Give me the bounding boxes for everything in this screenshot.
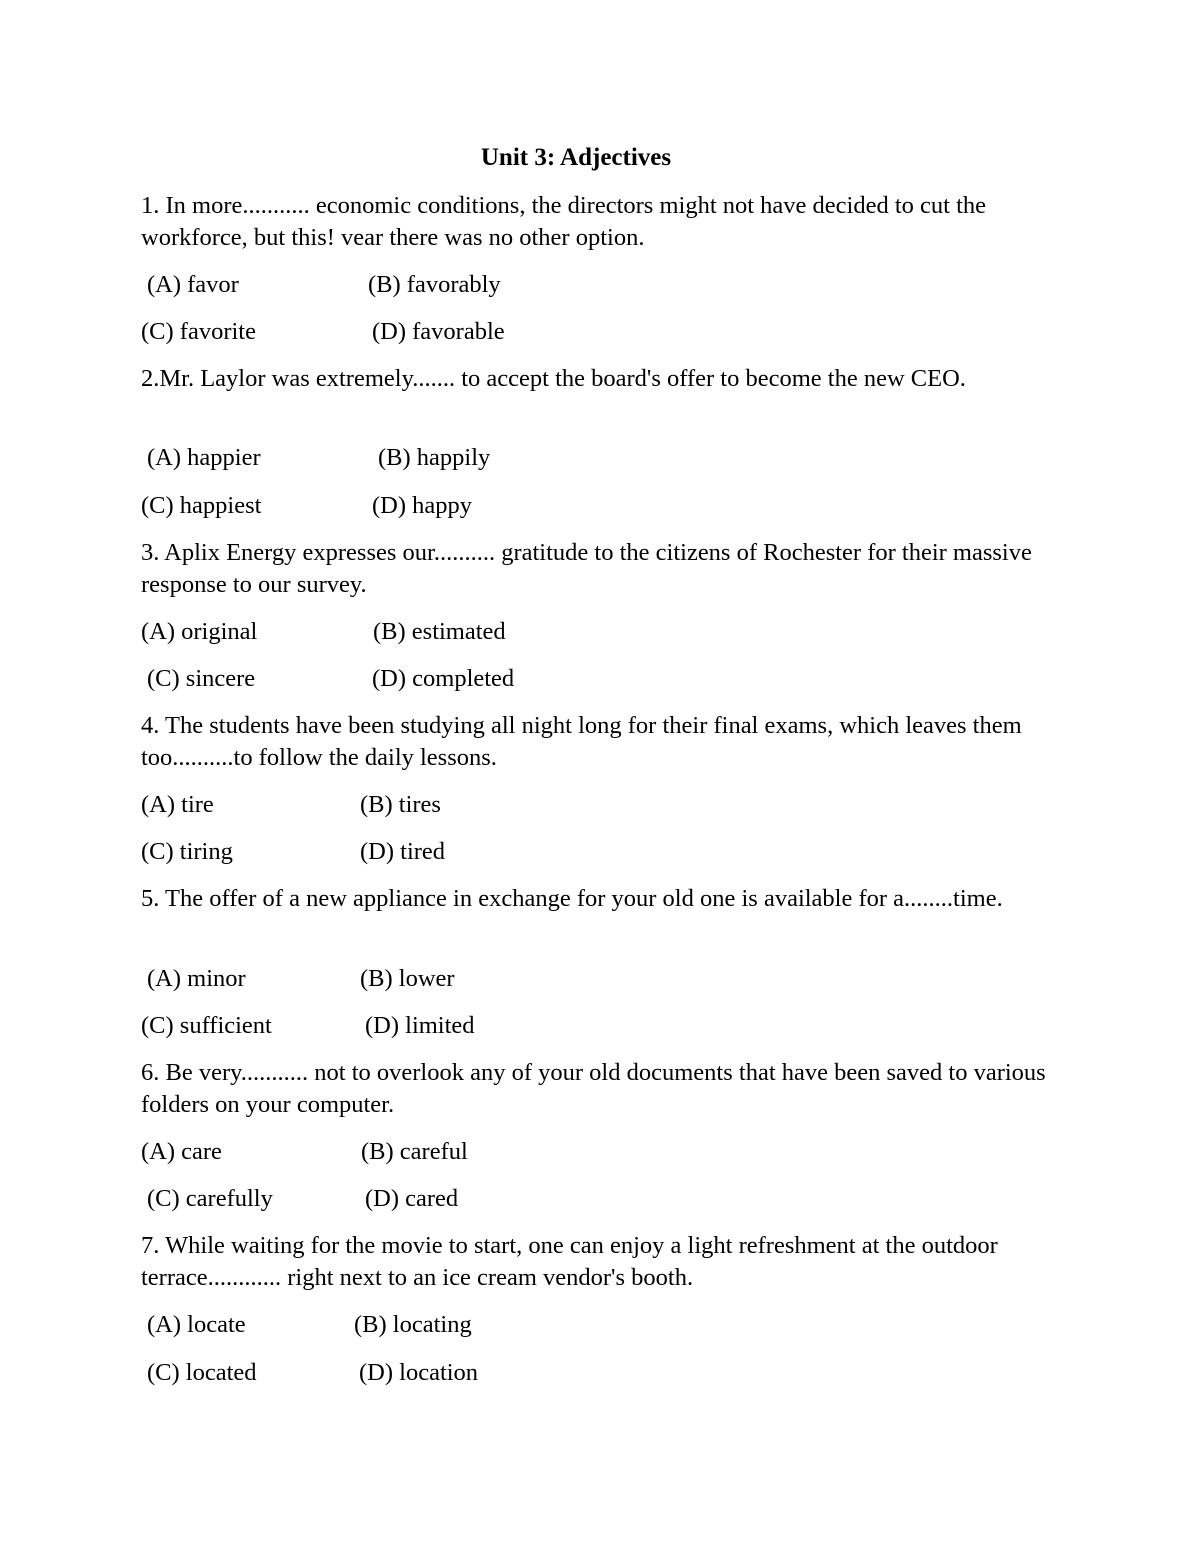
question-5-text: 5. The offer of a new appliance in exchange for your old one is available for a........time. bbox=[141, 885, 1003, 912]
question-4-option-b: (B) tires bbox=[360, 791, 441, 818]
question-5-option-a: (A) minor bbox=[147, 965, 246, 992]
question-1-text: 1. In more........... economic conditions, the directors might not have decided to cut the workforce, but this! vear there was no other option. bbox=[141, 192, 987, 251]
question-7-option-c: (C) located bbox=[147, 1359, 257, 1386]
question-4-option-d: (D) tired bbox=[360, 838, 446, 865]
question-4-option-a: (A) tire bbox=[141, 791, 214, 818]
question-1-option-b: (B) favorably bbox=[368, 271, 501, 298]
question-7-option-d: (D) location bbox=[359, 1359, 479, 1386]
question-6-option-b: (B) careful bbox=[361, 1138, 468, 1165]
question-4-option-c: (C) tiring bbox=[141, 838, 233, 865]
question-4-text: 4. The students have been studying all night long for their final exams, which leaves them too..........to follow the daily lessons. bbox=[141, 712, 1022, 771]
question-3-option-d: (D) completed bbox=[372, 665, 515, 692]
question-2-option-b: (B) happily bbox=[378, 444, 491, 471]
question-2-option-c: (C) happiest bbox=[141, 492, 262, 519]
question-2-option-d: (D) happy bbox=[372, 492, 473, 519]
question-6-option-a: (A) care bbox=[141, 1138, 222, 1165]
question-7-option-b: (B) locating bbox=[354, 1311, 472, 1338]
question-3-option-a: (A) original bbox=[141, 618, 258, 645]
question-5-option-d: (D) limited bbox=[365, 1012, 475, 1039]
question-1-option-a: (A) favor bbox=[147, 271, 239, 298]
question-2-text: 2.Mr. Laylor was extremely....... to accept the board's offer to become the new CEO. bbox=[141, 365, 966, 392]
page-title: Unit 3: Adjectives bbox=[480, 144, 672, 171]
question-7-option-a: (A) locate bbox=[147, 1311, 246, 1338]
question-5-option-b: (B) lower bbox=[360, 965, 455, 992]
question-3-option-c: (C) sincere bbox=[147, 665, 256, 692]
question-2-option-a: (A) happier bbox=[147, 444, 261, 471]
question-5-option-c: (C) sufficient bbox=[141, 1012, 272, 1039]
question-1-option-c: (C) favorite bbox=[141, 318, 256, 345]
question-1-option-d: (D) favorable bbox=[372, 318, 505, 345]
question-6-option-d: (D) cared bbox=[365, 1185, 459, 1212]
question-3-option-b: (B) estimated bbox=[373, 618, 506, 645]
question-6-option-c: (C) carefully bbox=[147, 1185, 273, 1212]
question-6-text: 6. Be very........... not to overlook any of your old documents that have been saved to various folders on your computer. bbox=[141, 1059, 1046, 1118]
question-7-text: 7. While waiting for the movie to start, one can enjoy a light refreshment at the outdoor terrace............ right next to an ice cream vendor's booth. bbox=[141, 1232, 998, 1291]
question-3-text: 3. Aplix Energy expresses our.......... gratitude to the citizens of Rochester for their massive response to our survey. bbox=[141, 539, 1032, 598]
